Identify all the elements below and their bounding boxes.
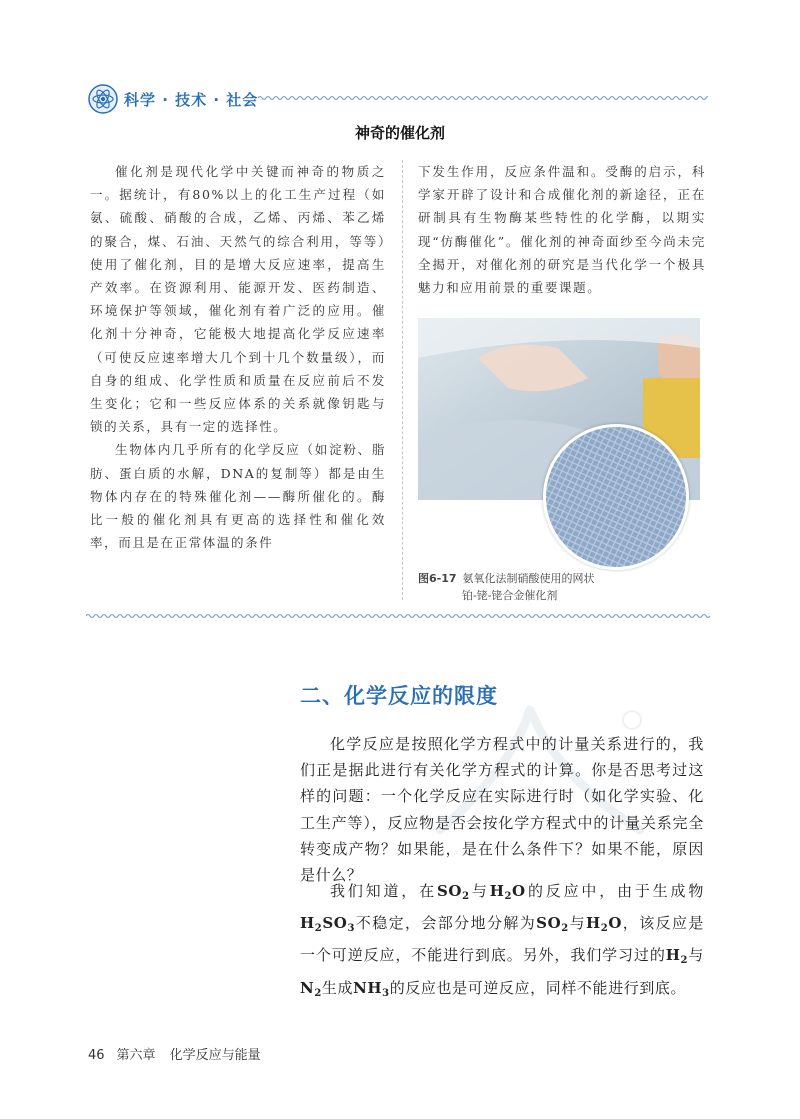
formula-so2: $SO_2$ bbox=[436, 882, 470, 902]
formula-h2so3: $H_2SO_3$ bbox=[300, 914, 356, 935]
column-divider bbox=[402, 160, 403, 600]
formula-nh3: $NH_3$ bbox=[353, 978, 390, 999]
section-label: 科学 · 技术 · 社会 bbox=[124, 91, 259, 109]
box-right-column bbox=[418, 160, 706, 299]
chapter-title: 化学反应与能量 bbox=[169, 1048, 261, 1063]
figure-caption-line-1: 氨氧化法制硝酸使用的网状 bbox=[462, 572, 595, 585]
page-footer bbox=[88, 1044, 261, 1063]
chapter-number: 第六章 bbox=[116, 1048, 156, 1063]
gauze-closeup-photo bbox=[543, 424, 689, 570]
formula-h2o: $H_2O$ bbox=[586, 914, 623, 935]
body-paragraph-2 bbox=[300, 878, 704, 1007]
body-paragraph-1 bbox=[300, 731, 704, 888]
section-heading: 二、化学反应的限度 bbox=[300, 684, 498, 708]
wave-divider-top bbox=[258, 94, 708, 102]
section-header bbox=[88, 84, 708, 120]
figure-caption bbox=[418, 570, 706, 604]
figure-number: 图6-17 bbox=[418, 572, 457, 585]
page-number: 46 bbox=[88, 1048, 105, 1063]
box-right-paragraph: 下发生作用，反应条件温和。受酶的启示，科学家开辟了设计和合成催化剂的新途径，正在研制具有生物酶某些特性的化学酶，以期实现“仿酶催化”。催化剂的神奇面纱至今尚未完全揭开，对催化剂的研究是当代化学一个极具魅力和应用前景的重要课题。 bbox=[418, 164, 706, 296]
formula-n2: $N_2$ bbox=[300, 978, 322, 999]
figure-caption-line-2: 铂-铑-铑合金催化剂 bbox=[462, 589, 558, 602]
formula-h2: $H_2$ bbox=[665, 946, 689, 967]
body-paragraph-2-text: 我们知道，在$SO_2$与$H_2O$的反应中，由于生成物$H_2SO_3$不稳定，会部分地分解为$SO_2$与$H_2O$，该反应是一个可逆反应，不能进行到底。另外，我们学习过的$H_2$与$N_2$生成$NH_3$的反应也是可逆反应，同样不能进行到底。 bbox=[300, 882, 704, 999]
wave-divider-bottom bbox=[86, 612, 710, 620]
box-title: 神奇的催化剂 bbox=[354, 124, 445, 142]
body-paragraph-1-text: 化学反应是按照化学方程式中的计量关系进行的，我们正是据此进行有关化学方程式的计算。你是否思考过这样的问题：一个化学反应在实际进行时（如化学实验、化工生产等），反应物是否会按化学方程式中的计量关系完全转变成产物？如果能，是在什么条件下？如果不能，原因是什么？ bbox=[300, 735, 704, 885]
formula-so2: $SO_2$ bbox=[536, 914, 569, 935]
box-left-column bbox=[90, 160, 386, 554]
box-left-paragraph-2: 生物体内几乎所有的化学反应（如淀粉、脂肪、蛋白质的水解，DNA的复制等）都是由生物体内存在的特殊催化剂——酶所催化的。酶比一般的催化剂具有更高的选择性和催化效率，而且是在正常体温的条件 bbox=[90, 442, 386, 551]
box-left-paragraph-1: 催化剂是现代化学中关键而神奇的物质之一。据统计，有80%以上的化工生产过程（如氨、硫酸、硝酸的合成，乙烯、丙烯、苯乙烯的聚合，煤、石油、天然气的综合利用，等等）使用了催化剂，目的是增大反应速率，提高生产效率。在资源利用、能源开发、医药制造、环境保护等领域，催化剂有着广泛的应用。催化剂十分神奇，它能极大地提高化学反应速率（可使反应速率增大几个到十几个数量级），而自身的组成、化学性质和质量在反应前后不发生变化；它和一些反应体系的关系就像钥匙与锁的关系，具有一定的选择性。 bbox=[90, 164, 386, 435]
formula-h2o: $H_2O$ bbox=[489, 882, 526, 902]
atom-logo-icon bbox=[88, 84, 118, 114]
